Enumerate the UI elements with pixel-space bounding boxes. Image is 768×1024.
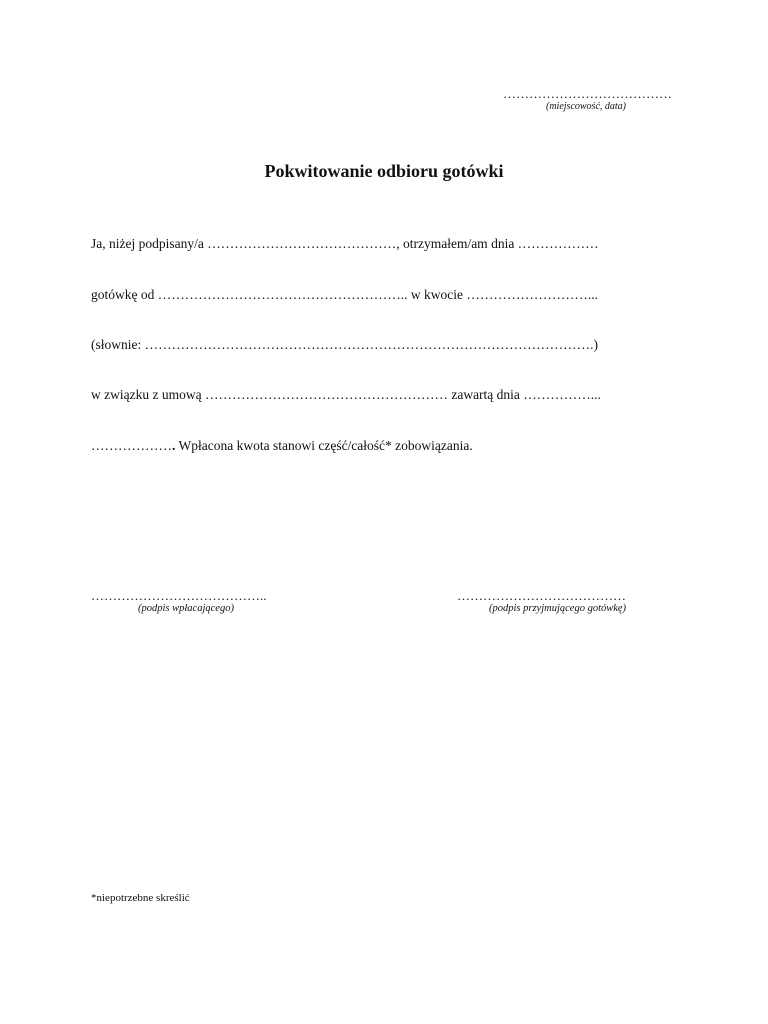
body-line-5-dots: ……………… — [91, 438, 172, 453]
body-line-5 — [91, 437, 681, 455]
body-line-5-text: Wpłacona kwota stanowi część/całość* zobowiązania. — [175, 438, 473, 453]
payer-signature-dots: ………………………………….. — [91, 588, 267, 603]
receiver-signature-caption: (podpis przyjmującego gotówkę) — [489, 603, 627, 614]
footnote: *niepotrzebne skreślić — [91, 892, 190, 904]
body-line-4: w związku z umową ……………………………………………… zawartą dnia ……………... — [91, 387, 601, 402]
place-date-dots: ………………………………… — [503, 86, 672, 101]
receiver-signature-dots: ………………………………… — [457, 588, 626, 603]
document-title: Pokwitowanie odbioru gotówki — [264, 161, 504, 181]
body-line-2: gotówkę od ……………………………………………….. w kwocie ………………………... — [91, 287, 598, 302]
body-line-5-bold-dot: . — [172, 438, 176, 453]
body-line-1: Ja, niżej podpisany/a ……………………………………, otrzymałem/am dnia ……………… — [91, 236, 599, 251]
body-line-3: (słownie: ……………………………………………………………………………………….) — [91, 337, 598, 352]
place-date-caption: (miejscowość, data) — [546, 101, 626, 112]
payer-signature-caption: (podpis wpłacającego) — [138, 603, 234, 614]
